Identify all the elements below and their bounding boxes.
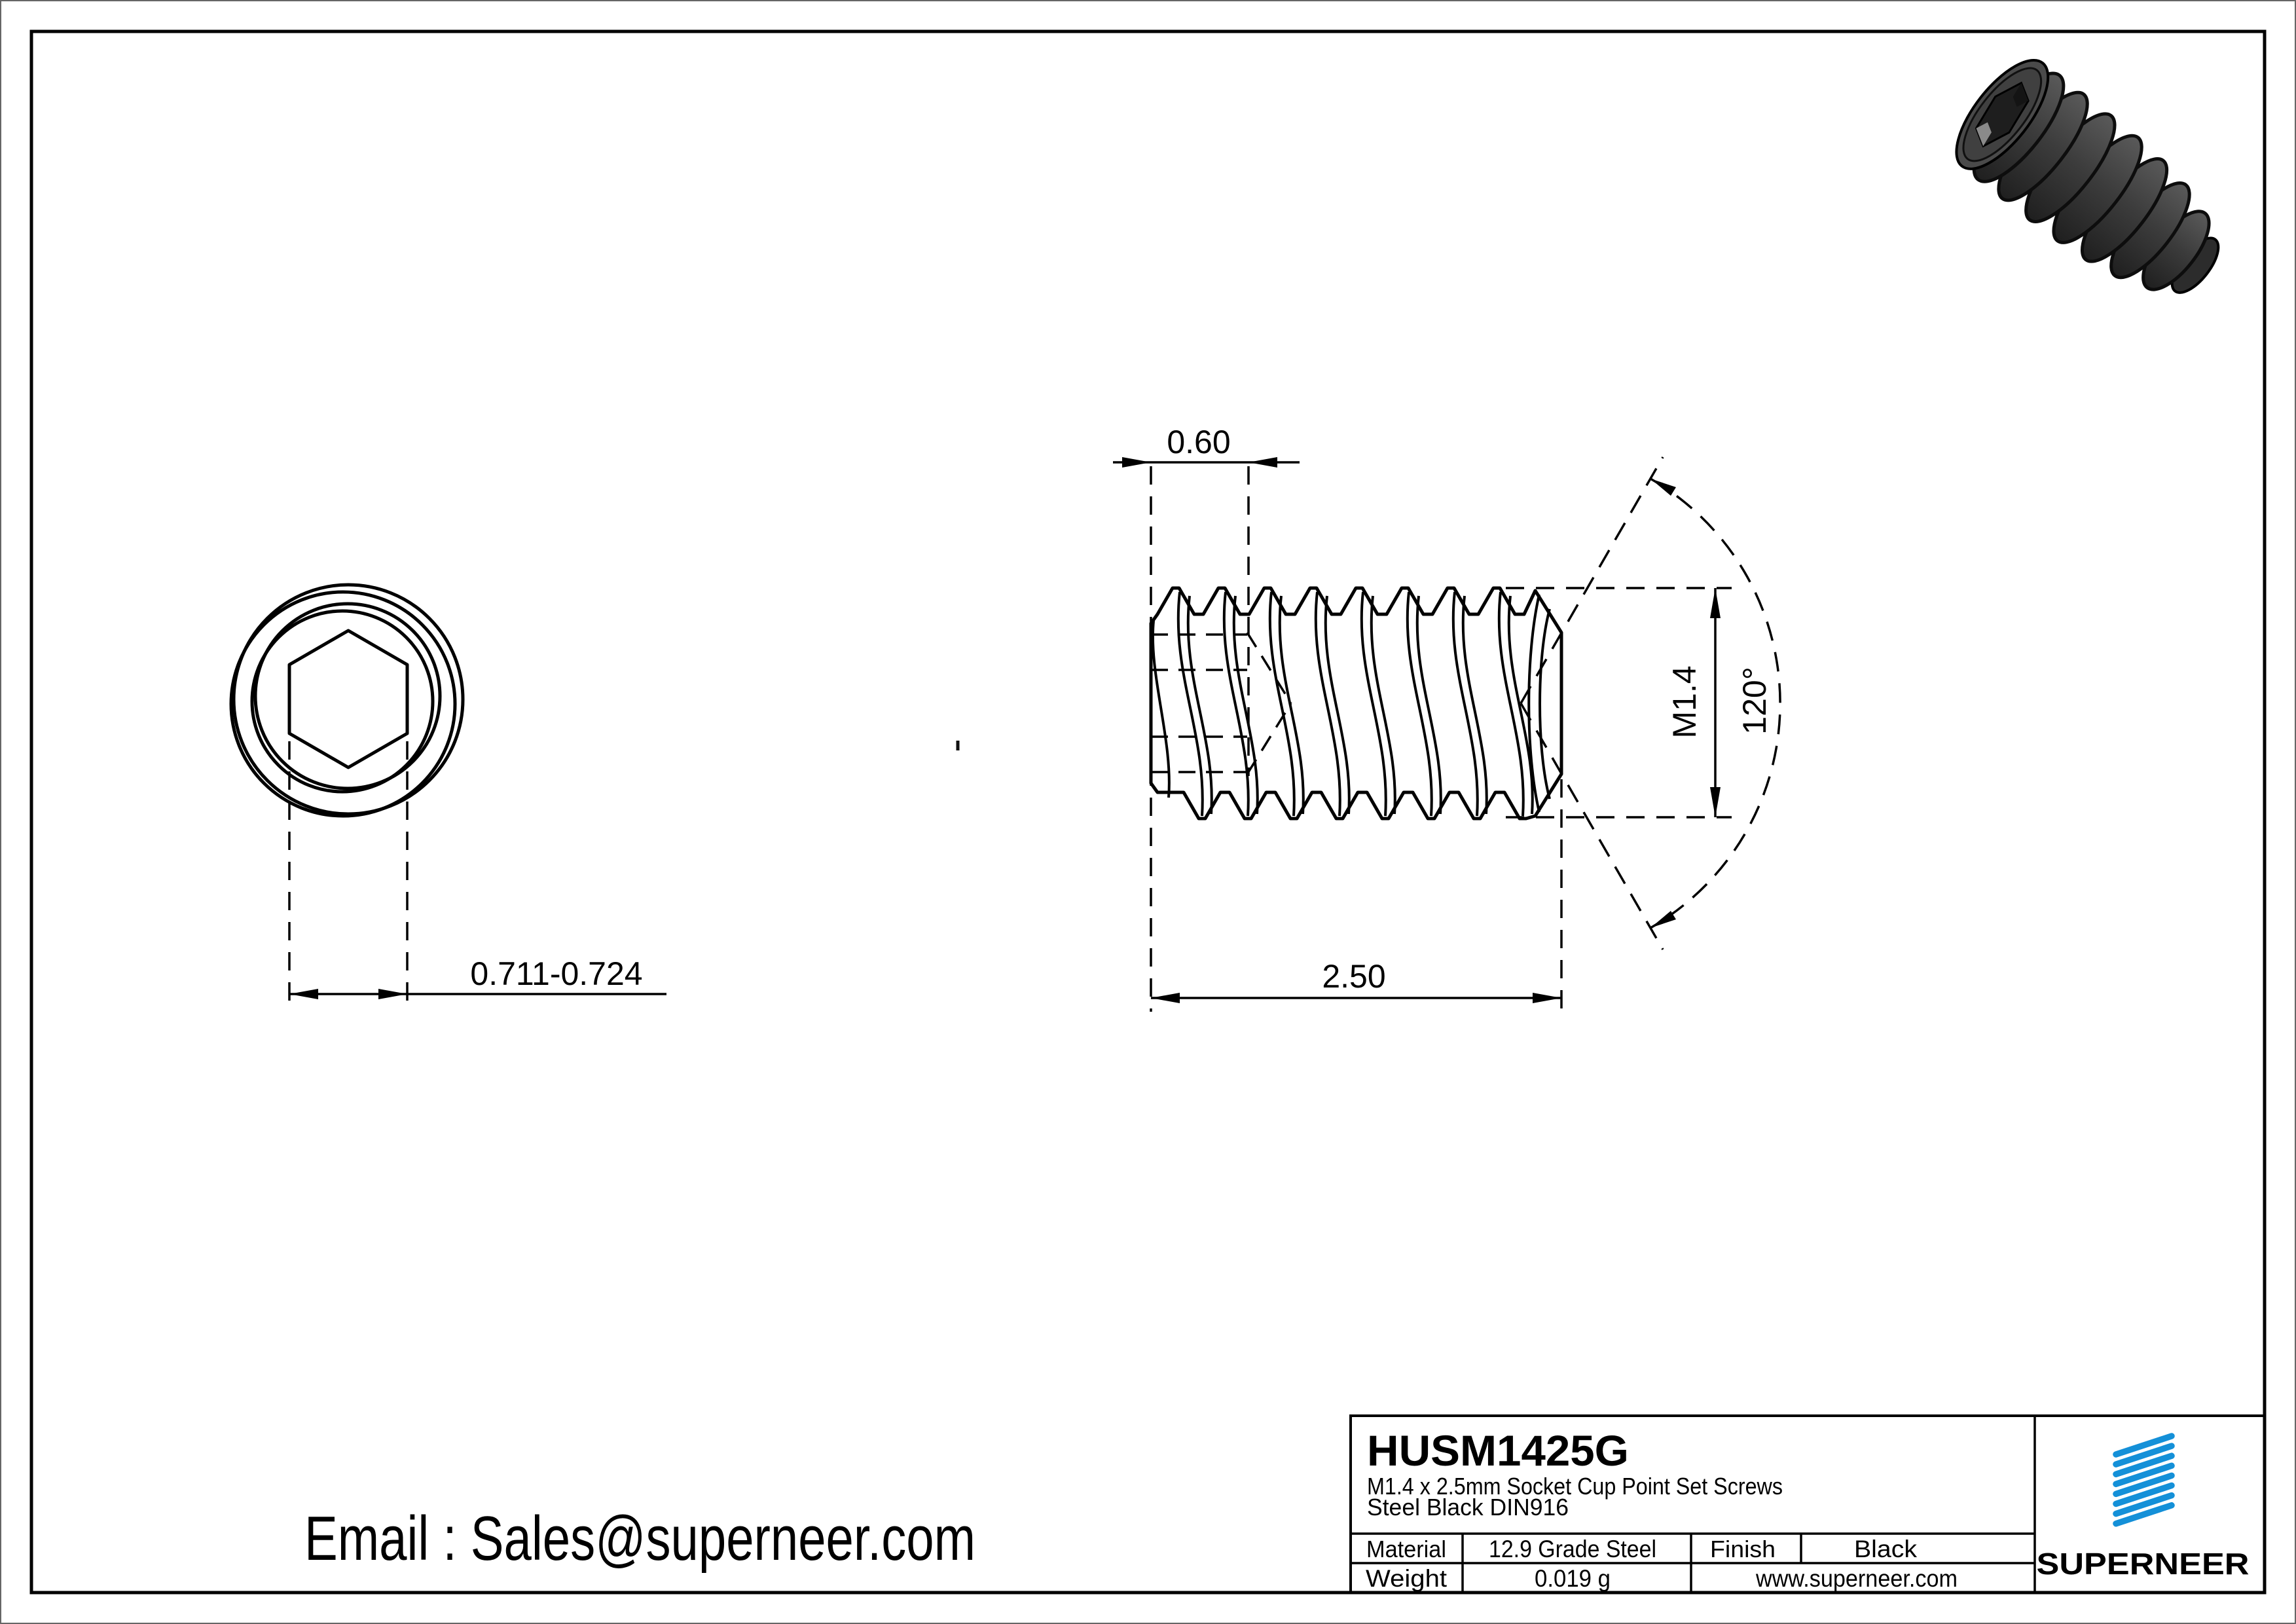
part-number: HUSM1425G [1367,1426,1629,1475]
length-dimension-text: 2.50 [1322,958,1386,995]
dia-dimension-text: M1.4 [1666,665,1703,739]
email-text: Email : Sales@superneer.com [304,1504,975,1574]
material-value: 12.9 Grade Steel [1489,1536,1656,1562]
description-line-1: M1.4 x 2.5mm Socket Cup Point Set Screws [1367,1473,1783,1500]
weight-label: Weight [1366,1565,1448,1592]
description-line-2: Steel Black DIN916 [1367,1494,1569,1521]
brand-name: SUPERNEER [2036,1547,2250,1581]
finish-value: Black [1854,1536,1918,1562]
weight-value: 0.019 g [1535,1565,1611,1592]
af-dimension-text: 0.711-0.724 [470,955,643,992]
material-label: Material [1366,1536,1446,1562]
finish-label: Finish [1710,1536,1776,1562]
cup-angle-text: 120° [1736,667,1773,735]
page-edge [1,1,2295,1623]
website-link[interactable]: www.superneer.com [1755,1565,1958,1592]
depth-dimension-text: 0.60 [1167,424,1231,460]
